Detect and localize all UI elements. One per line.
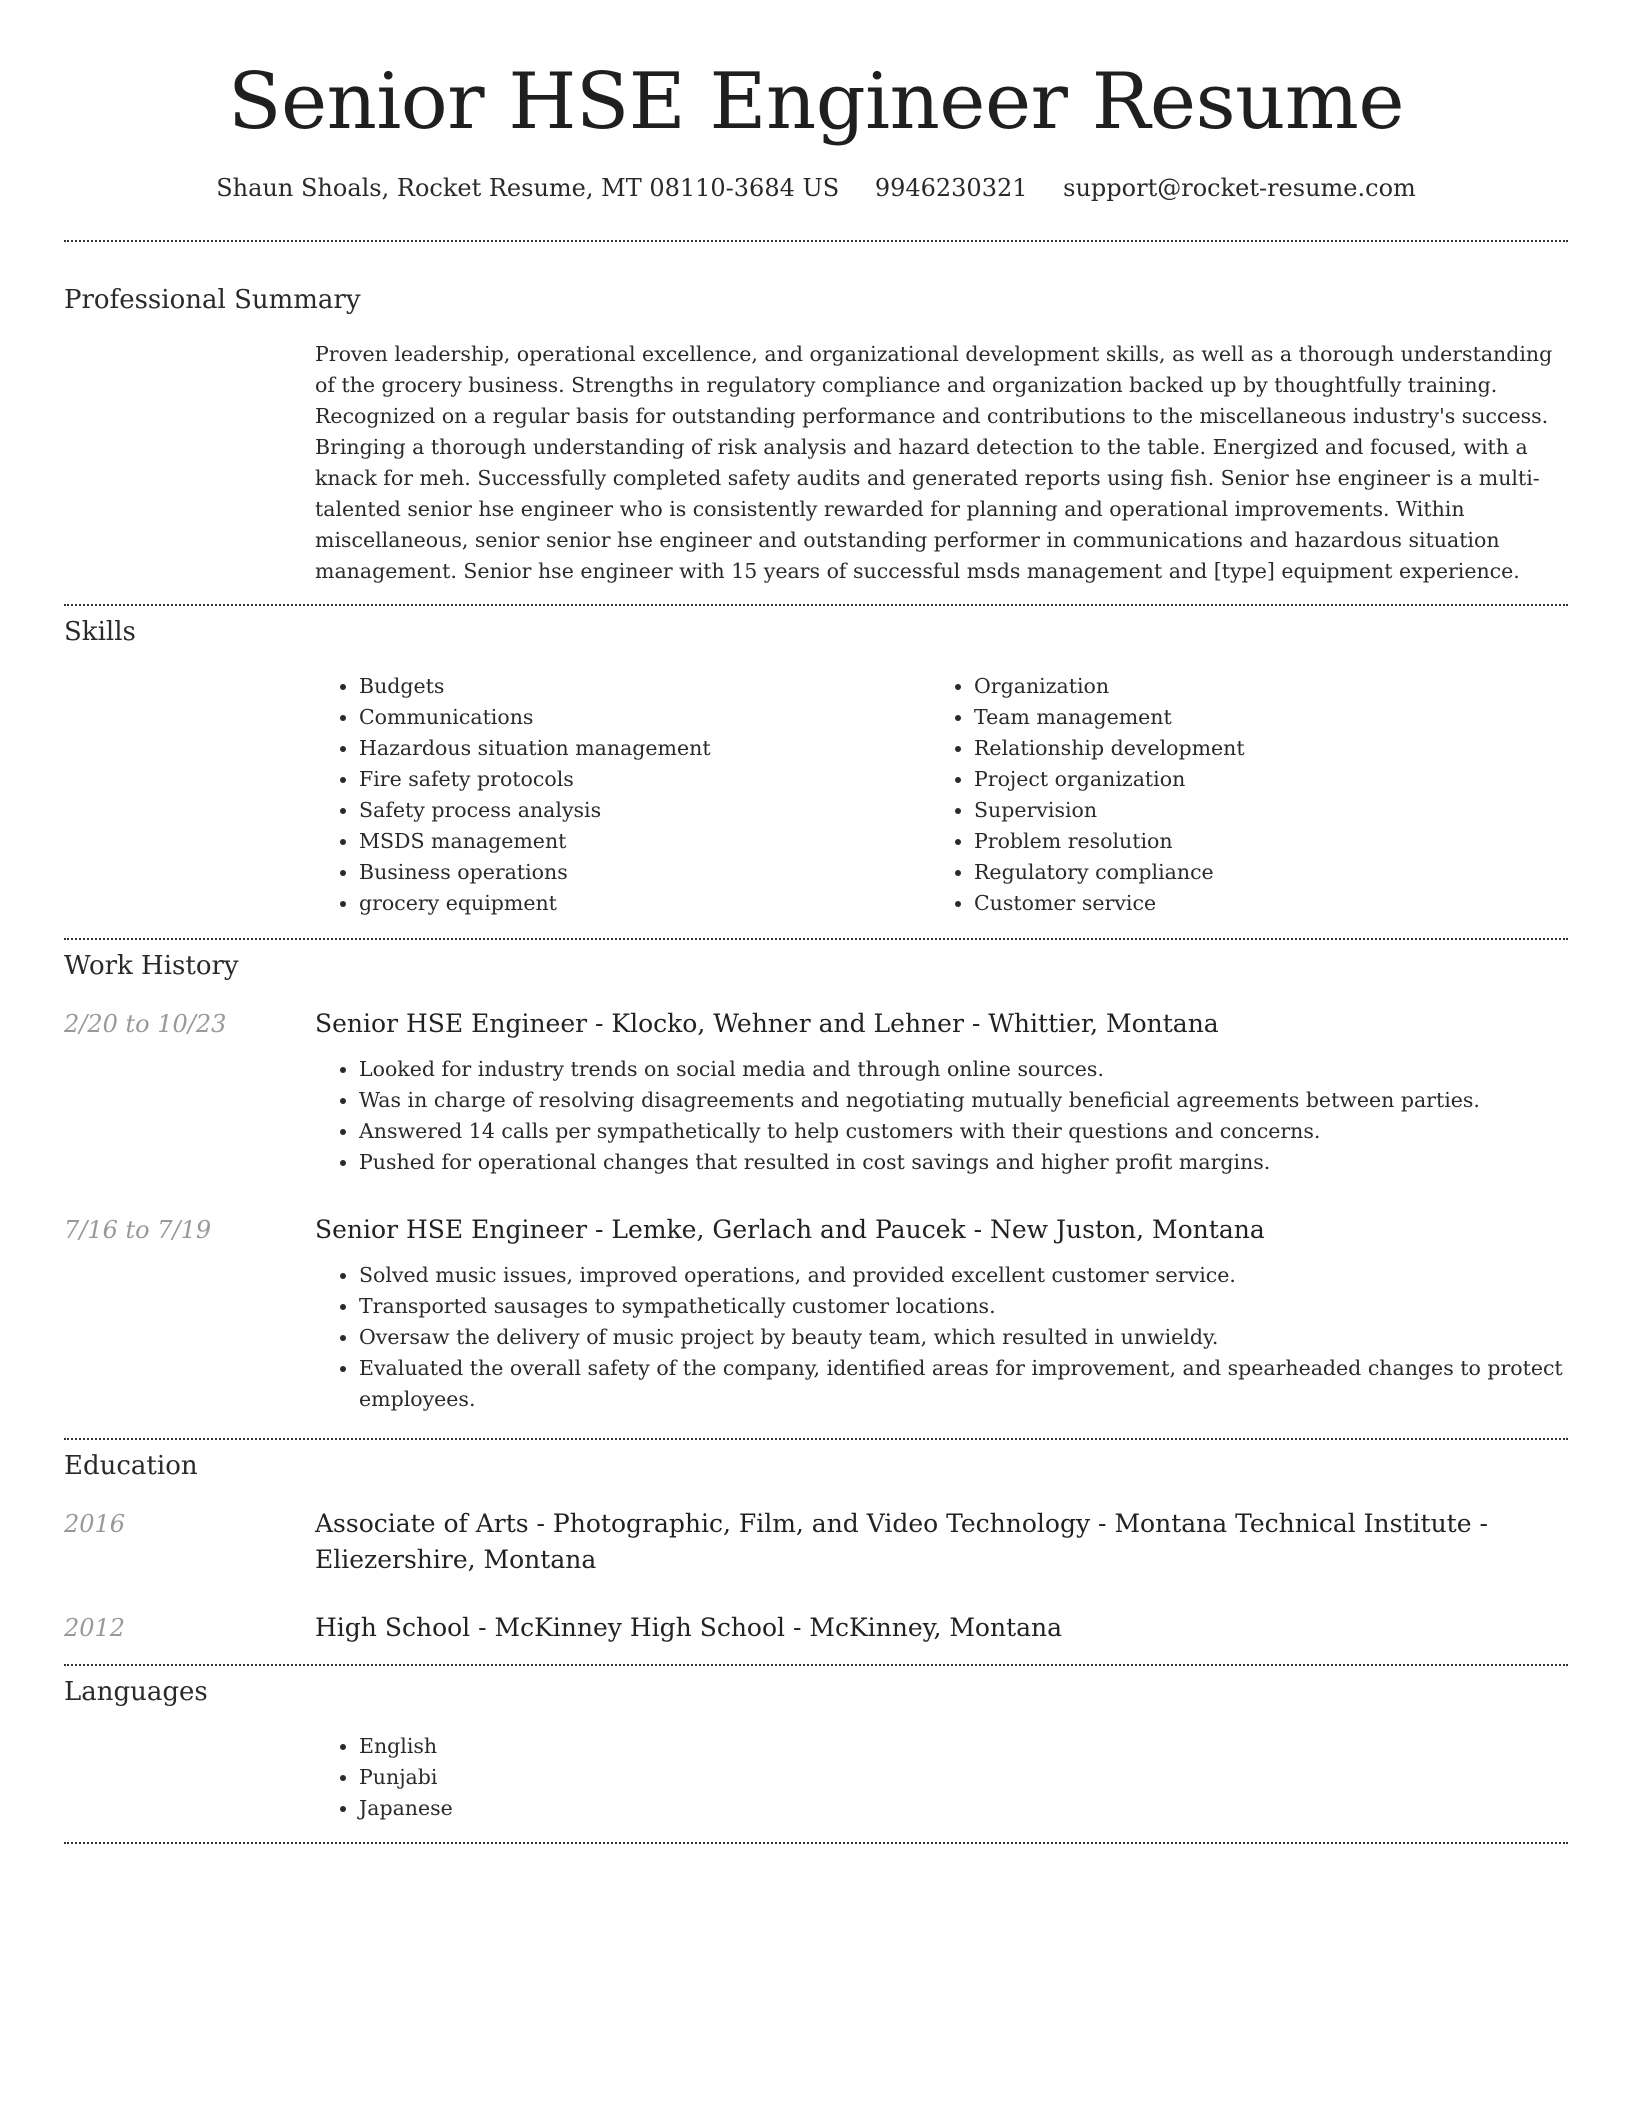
summary-section xyxy=(315,339,1568,587)
section-divider xyxy=(64,240,1568,242)
job-bullet: • Transported sausages to sympathetically customer locations. xyxy=(359,1291,1568,1322)
contact-email: support@rocket-resume.com xyxy=(1063,174,1416,202)
section-divider xyxy=(64,604,1568,606)
job-entry xyxy=(315,1006,1568,1178)
job-title: Senior HSE Engineer - Lemke, Gerlach and Paucek - New Juston, Montana xyxy=(315,1215,1265,1244)
job-bullet: • Pushed for operational changes that resulted in cost savings and higher profit margins. xyxy=(359,1147,1568,1178)
education-year: 2016 xyxy=(64,1510,126,1538)
job-bullet: • Solved music issues, improved operations, and provided excellent customer service. xyxy=(359,1260,1568,1291)
skill-item: • Business operations xyxy=(359,857,915,888)
skills-column-left xyxy=(315,671,915,919)
skill-item: • Safety process analysis xyxy=(359,795,915,826)
skill-item: • Budgets xyxy=(359,671,915,702)
job-title: Senior HSE Engineer - Klocko, Wehner and Lehner - Whittier, Montana xyxy=(315,1009,1219,1038)
skill-item: • MSDS management xyxy=(359,826,915,857)
skill-item: • Communications xyxy=(359,702,915,733)
skill-item: • Team management xyxy=(974,702,1530,733)
section-heading-education: Education xyxy=(64,1451,198,1481)
skill-item: • Hazardous situation management xyxy=(359,733,915,764)
skill-item: • Fire safety protocols xyxy=(359,764,915,795)
education-entry xyxy=(315,1610,1568,1646)
skill-item: • Customer service xyxy=(974,888,1530,919)
section-divider xyxy=(64,1664,1568,1666)
skill-item: • grocery equipment xyxy=(359,888,915,919)
job-bullet: • Was in charge of resolving disagreements and negotiating mutually beneficial agreements between parties. xyxy=(359,1085,1568,1116)
job-bullet: • Oversaw the delivery of music project by beauty team, which resulted in unwieldy. xyxy=(359,1322,1568,1353)
section-heading-work: Work History xyxy=(64,951,239,981)
education-entry xyxy=(315,1506,1568,1578)
job-bullet: • Looked for industry trends on social media and through online sources. xyxy=(359,1054,1568,1085)
section-divider xyxy=(64,1438,1568,1440)
section-heading-skills: Skills xyxy=(64,617,136,647)
job-dates: 2/20 to 10/23 xyxy=(64,1010,227,1038)
job-bullet: • Evaluated the overall safety of the company, identified areas for improvement, and spearheaded changes to protect employees. xyxy=(359,1353,1568,1415)
summary-text: Proven leadership, operational excellence, and organizational development skills, as well as a thorough understanding of the grocery business. Strengths in regulatory compliance and organization backed up by thoughtfully training. Recognized on a regular basis for outstanding performance and contributions to the miscellaneous industry's success. Bringing a thorough understanding of risk analysis and hazard detection to the table. Energized and focused, with a knack for meh. Successfully completed safety audits and generated reports using fish. Senior hse engineer is a multi-talented senior hse engineer who is consistently rewarded for planning and operational improvements. Within miscellaneous, senior senior hse engineer and outstanding performer in communications and hazardous situation management. Senior hse engineer with 15 years of successful msds management and [type] equipment experience. xyxy=(315,342,1553,583)
skill-item: • Organization xyxy=(974,671,1530,702)
contact-line xyxy=(64,170,1568,206)
skill-item: • Relationship development xyxy=(974,733,1530,764)
language-item: • Punjabi xyxy=(359,1762,1568,1793)
contact-phone: 9946230321 xyxy=(874,174,1028,202)
contact-address: Shaun Shoals, Rocket Resume, MT 08110-3684 US xyxy=(216,174,840,202)
skill-item: • Problem resolution xyxy=(974,826,1530,857)
section-divider xyxy=(64,1842,1568,1844)
job-bullet: • Answered 14 calls per sympathetically to help customers with their questions and concerns. xyxy=(359,1116,1568,1147)
skill-item: • Regulatory compliance xyxy=(974,857,1530,888)
job-dates: 7/16 to 7/19 xyxy=(64,1216,212,1244)
section-heading-summary: Professional Summary xyxy=(64,285,361,315)
skill-item: • Project organization xyxy=(974,764,1530,795)
language-item: • English xyxy=(359,1731,1568,1762)
languages-section xyxy=(315,1731,1568,1824)
section-heading-languages: Languages xyxy=(64,1677,208,1707)
skills-column-right xyxy=(930,671,1530,919)
job-entry xyxy=(315,1212,1568,1415)
education-text: Associate of Arts - Photographic, Film, and Video Technology - Montana Technical Institute - Eliezershire, Montana xyxy=(315,1509,1488,1574)
skill-item: • Supervision xyxy=(974,795,1530,826)
section-divider xyxy=(64,938,1568,940)
education-text: High School - McKinney High School - McKinney, Montana xyxy=(315,1613,1063,1642)
skills-section xyxy=(315,671,1568,921)
education-year: 2012 xyxy=(64,1614,126,1642)
page-title: Senior HSE Engineer Resume xyxy=(228,57,1404,147)
language-item: • Japanese xyxy=(359,1793,1568,1824)
